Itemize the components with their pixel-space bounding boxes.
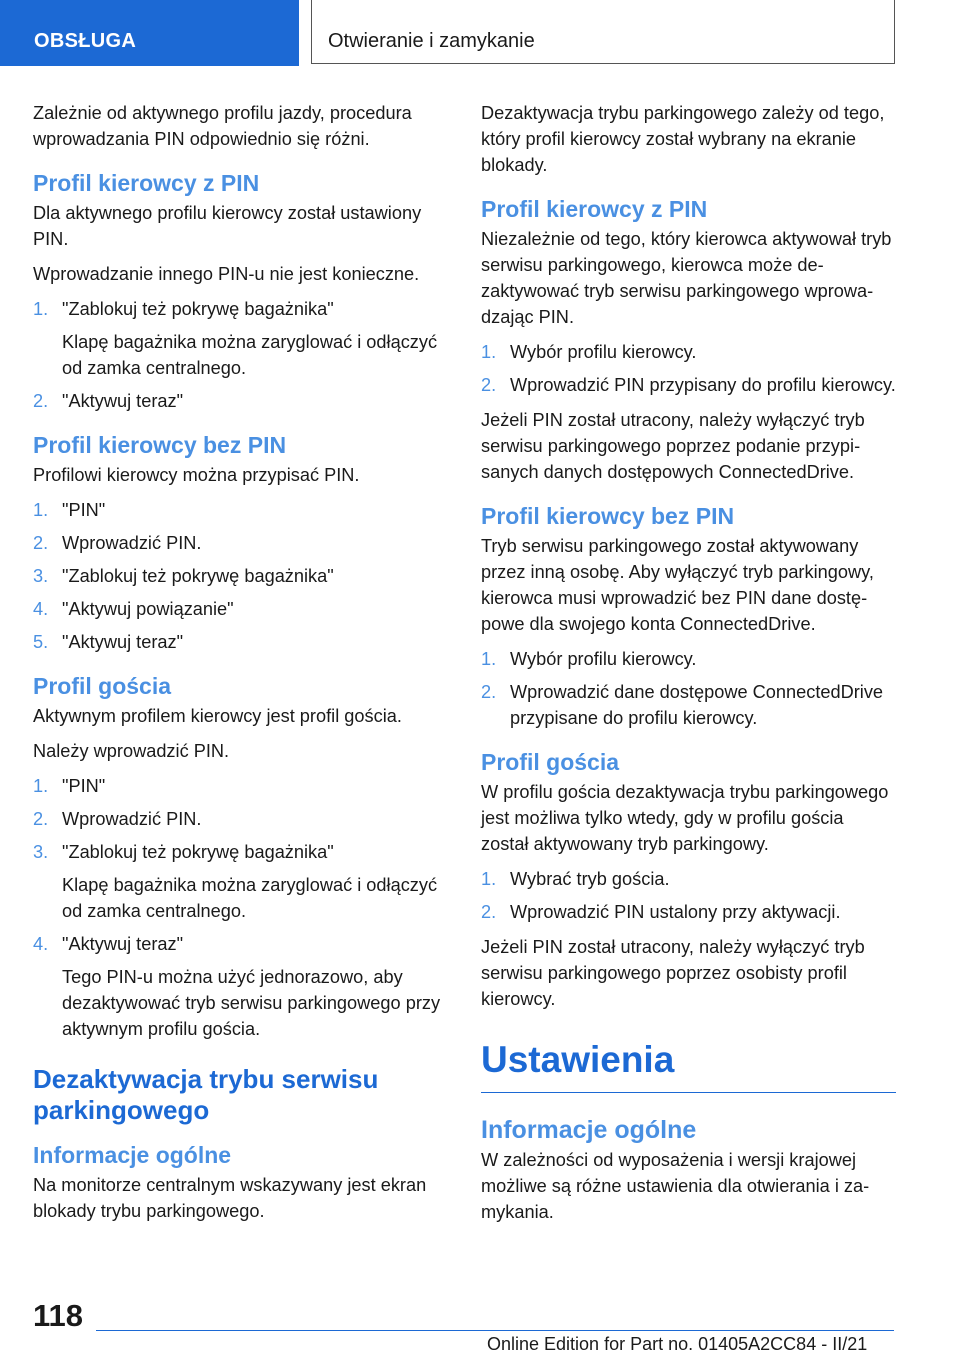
list-item (481, 679, 896, 731)
list-number: 2. (33, 391, 49, 411)
list-item (33, 839, 448, 924)
list-item (33, 497, 448, 523)
chapter-heading: Ustawienia (481, 1038, 896, 1093)
list-number: 1. (481, 649, 497, 669)
list-note: Klapę bagażnika można zaryglować i odłączyć od zamka centralnego. (62, 332, 438, 378)
page-header (0, 0, 960, 66)
intro-paragraph: Dezaktywacja trybu parkingowego zależy od tego, który profil kierowcy został wybrany na ekranie blokady. (481, 103, 885, 175)
section-heading: Profil gościa (33, 673, 172, 699)
list-number: 2. (33, 809, 49, 829)
list-text: Wybrać tryb gościa. (510, 869, 670, 889)
paragraph: W zależności od wyposażenia i wersji krajowej możliwe są różne ustawienia dla otwierania i zamykania. (481, 1150, 870, 1222)
list-number: 1. (481, 869, 497, 889)
list-text: "Aktywuj teraz" (62, 632, 184, 652)
list-text: "Zablokuj też pokrywę bagażnika" (62, 566, 334, 586)
list-number: 2. (33, 533, 49, 553)
paragraph: Jeżeli PIN został utracony, należy wyłączyć tryb serwisu parkingowego poprzez osobisty profil kierowcy. (481, 937, 865, 1009)
list-number: 5. (33, 632, 49, 652)
list-number: 3. (33, 842, 49, 862)
list-item (33, 563, 448, 589)
section-heading: Profil kierowcy bez PIN (33, 432, 287, 458)
section-heading: Profil kierowcy z PIN (33, 170, 260, 196)
chapter-tab (311, 0, 895, 64)
chapter-title: Otwieranie i zamykanie (328, 30, 535, 52)
paragraph: W profilu gościa dezaktywacja trybu parkingowego jest możliwa tylko wtedy, gdy w profilu gościa został aktywowany tryb parkingowy. (481, 782, 889, 854)
list-number: 4. (33, 599, 49, 619)
list-text: Wprowadzić PIN przypisany do profilu kierowcy. (510, 375, 896, 395)
section-heading: Profil kierowcy z PIN (481, 196, 708, 222)
list-number: 4. (33, 934, 49, 954)
list-number: 1. (33, 776, 49, 796)
list-number: 2. (481, 682, 497, 702)
paragraph: Profilowi kierowcy można przypisać PIN. (33, 465, 360, 485)
paragraph: Dla aktywnego profilu kierowcy został ustawiony PIN. (33, 203, 422, 249)
list-note: Klapę bagażnika można zaryglować i odłączyć od zamka centralnego. (62, 875, 438, 921)
list-item (481, 339, 896, 365)
paragraph: Należy wprowadzić PIN. (33, 741, 230, 761)
list-item (481, 899, 896, 925)
list-number: 1. (481, 342, 497, 362)
list-number: 2. (481, 902, 497, 922)
paragraph: Na monitorze centralnym wskazywany jest ekran blokady trybu parkingowego. (33, 1175, 427, 1221)
numbered-list (33, 497, 448, 655)
list-number: 1. (33, 500, 49, 520)
paragraph: Aktywnym profilem kierowcy jest profil gościa. (33, 706, 402, 726)
list-item (33, 530, 448, 556)
paragraph: Niezależnie od tego, który kierowca aktywował tryb serwisu parkingowego, kierowca może dezaktywować tryb serwisu parkingowego wprowadzając PIN. (481, 229, 892, 327)
right-column (481, 100, 896, 1234)
list-text: Wprowadzić PIN ustalony przy aktywacji. (510, 902, 841, 922)
section-title: OBSŁUGA (34, 30, 137, 52)
list-note: Tego PIN-u można użyć jednorazowo, aby dezaktywować tryb serwisu parkingowego przy aktywnym profilu gościa. (62, 967, 441, 1039)
list-text: "Zablokuj też pokrywę bagażnika" (62, 842, 334, 862)
list-text: Wprowadzić PIN. (62, 809, 202, 829)
list-text: Wprowadzić PIN. (62, 533, 202, 553)
list-text: "Zablokuj też pokrywę bagażnika" (62, 299, 334, 319)
list-item (481, 866, 896, 892)
list-text: "Aktywuj powiązanie" (62, 599, 234, 619)
numbered-list (481, 339, 896, 398)
left-column (33, 100, 448, 1233)
section-heading: Informacje ogólne (481, 1116, 697, 1144)
list-item (481, 646, 896, 672)
section-heading: Profil kierowcy bez PIN (481, 503, 735, 529)
intro-paragraph: Zależnie od aktywnego profilu jazdy, procedura wprowadzania PIN odpowiednio się różni. (33, 103, 412, 149)
list-item (33, 596, 448, 622)
list-item (33, 388, 448, 414)
list-item (33, 931, 448, 1042)
list-text: "Aktywuj teraz" (62, 934, 184, 954)
paragraph: Jeżeli PIN został utracony, należy wyłączyć tryb serwisu parkingowego poprzez podanie przypisanych danych dostępowych ConnectedDrive. (481, 410, 865, 482)
list-text: "PIN" (62, 500, 106, 520)
numbered-list (481, 646, 896, 731)
page-number: 118 (33, 1298, 84, 1333)
numbered-list (33, 296, 448, 414)
list-text: Wybór profilu kierowcy. (510, 649, 697, 669)
major-heading: Dezaktywacja trybu serwisu parkingowego (33, 1064, 379, 1125)
footer-divider (96, 1330, 894, 1331)
section-tab (0, 0, 299, 66)
list-text: Wybór profilu kierowcy. (510, 342, 697, 362)
list-text: "PIN" (62, 776, 106, 796)
section-heading: Profil gościa (481, 749, 620, 775)
list-text: "Aktywuj teraz" (62, 391, 184, 411)
list-item (33, 773, 448, 799)
edition-note: Online Edition for Part no. 01405A2CC84 - II/21 (487, 1334, 868, 1354)
section-heading: Informacje ogólne (33, 1142, 232, 1168)
list-number: 1. (33, 299, 49, 319)
list-item (33, 629, 448, 655)
list-item (33, 296, 448, 381)
list-item (33, 806, 448, 832)
list-number: 2. (481, 375, 497, 395)
list-number: 3. (33, 566, 49, 586)
paragraph: Tryb serwisu parkingowego został aktywowany przez inną osobę. Aby wyłączyć tryb parkingowy, kierowca musi wprowadzić bez PIN dane dostępowe dla swojego konta ConnectedDrive. (481, 536, 874, 634)
numbered-list (481, 866, 896, 925)
list-text: Wprowadzić dane dostępowe ConnectedDrive przypisane do profilu kierowcy. (510, 682, 884, 728)
paragraph: Wprowadzanie innego PIN-u nie jest konieczne. (33, 264, 420, 284)
list-item (481, 372, 896, 398)
numbered-list (33, 773, 448, 1042)
